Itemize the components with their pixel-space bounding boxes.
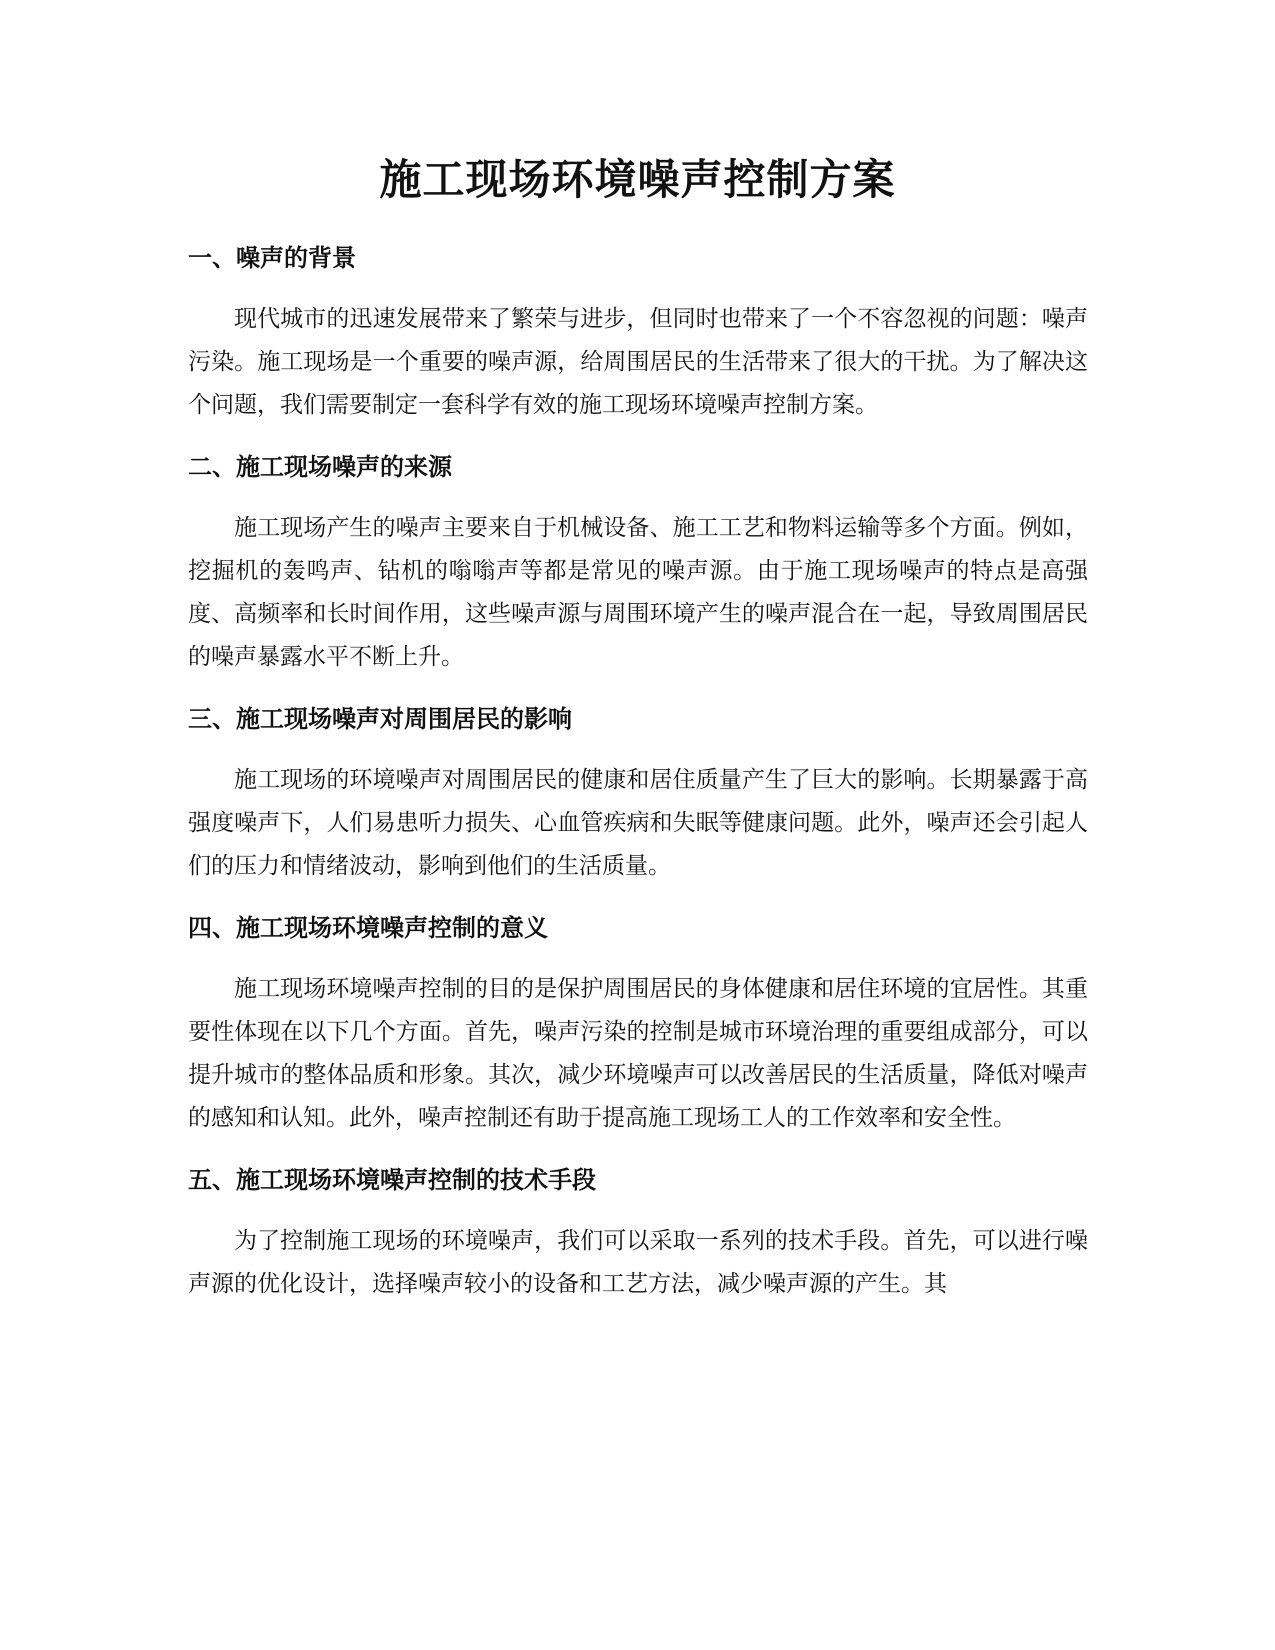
section-sources (188, 449, 1088, 679)
document-body (188, 240, 1088, 1328)
section-paragraph: 现代城市的迅速发展带来了繁荣与进步，但同时也带来了一个不容忽视的问题：噪声污染。施工现场是一个重要的噪声源，给周围居民的生活带来了很大的干扰。为了解决这个问题，我们需要制定一套科学有效的施工现场环境噪声控制方案。 (188, 306, 1088, 418)
section-heading: 一、噪声的背景 (188, 244, 356, 272)
section-impact (188, 701, 1088, 888)
section-techniques (188, 1162, 1088, 1306)
section-significance (188, 910, 1088, 1140)
section-heading: 三、施工现场噪声对周围居民的影响 (188, 705, 572, 733)
section-heading: 二、施工现场噪声的来源 (188, 453, 452, 481)
section-paragraph: 为了控制施工现场的环境噪声，我们可以采取一系列的技术手段。首先，可以进行噪声源的优化设计，选择噪声较小的设备和工艺方法，减少噪声源的产生。其 (188, 1228, 1088, 1297)
section-paragraph: 施工现场的环境噪声对周围居民的健康和居住质量产生了巨大的影响。长期暴露于高强度噪声下，人们易患听力损失、心血管疾病和失眠等健康问题。此外，噪声还会引起人们的压力和情绪波动，影响到他们的生活质量。 (188, 767, 1088, 879)
section-paragraph: 施工现场环境噪声控制的目的是保护周围居民的身体健康和居住环境的宜居性。其重要性体现在以下几个方面。首先，噪声污染的控制是城市环境治理的重要组成部分，可以提升城市的整体品质和形象。其次，减少环境噪声可以改善居民的生活质量，降低对噪声的感知和认知。此外，噪声控制还有助于提高施工现场工人的工作效率和安全性。 (188, 976, 1088, 1131)
document-title: 施工现场环境噪声控制方案 (379, 155, 896, 204)
section-paragraph: 施工现场产生的噪声主要来自于机械设备、施工工艺和物料运输等多个方面。例如，挖掘机的轰鸣声、钻机的嗡嗡声等都是常见的噪声源。由于施工现场噪声的特点是高强度、高频率和长时间作用，这些噪声源与周围环境产生的噪声混合在一起，导致周围居民的噪声暴露水平不断上升。 (188, 515, 1088, 670)
section-background (188, 240, 1088, 427)
section-heading: 五、施工现场环境噪声控制的技术手段 (188, 1166, 596, 1194)
section-heading: 四、施工现场环境噪声控制的意义 (188, 914, 548, 942)
